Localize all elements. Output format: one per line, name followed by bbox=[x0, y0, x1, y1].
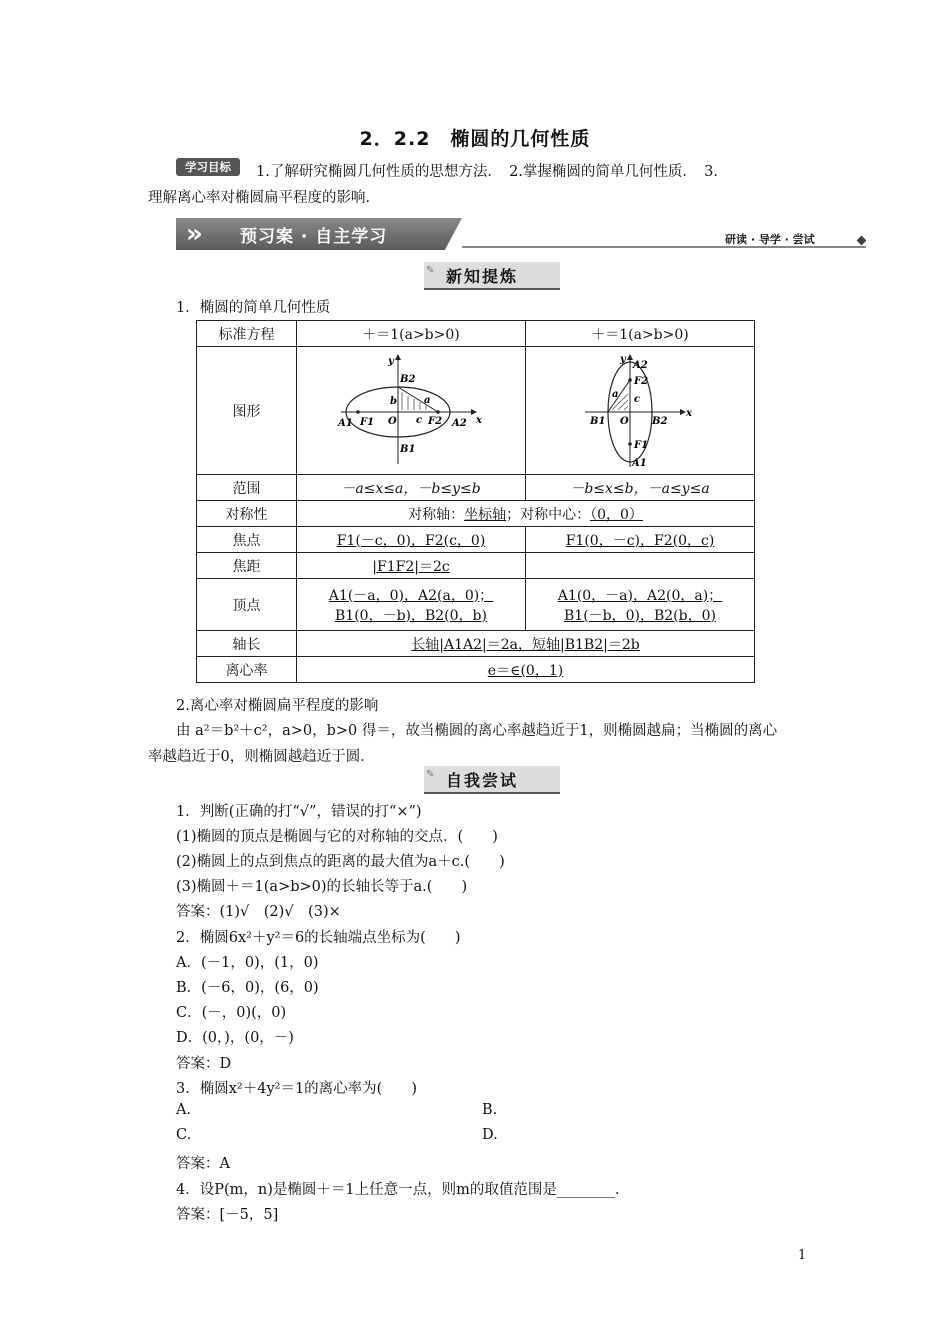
svg-text:A2: A2 bbox=[452, 417, 467, 429]
question-line: (2)椭圆上的点到焦点的距离的最大值为a＋c.( ) bbox=[176, 854, 505, 870]
svg-text:A2: A2 bbox=[633, 359, 648, 371]
question-line: 1．判断(正确的打“√”，错误的打“×”) bbox=[176, 804, 422, 820]
svg-text:B2: B2 bbox=[400, 373, 416, 385]
question-line: 2．椭圆6x²＋y²＝6的长轴端点坐标为( ) bbox=[176, 930, 461, 946]
cell-equation-vertical: ＋＝1(a>b>0) bbox=[526, 321, 755, 347]
cell-focal-label: 焦距 bbox=[197, 553, 297, 579]
goals-line-2: 理解离心率对椭圆扁平程度的影响． bbox=[148, 190, 380, 206]
cell-focus-horizontal: F1(－c，0)，F2(c，0) bbox=[297, 527, 526, 553]
cell-vertex-horizontal: A1(－a，0)，A2(a，0)； B1(0，－b)，B2(0，b) bbox=[297, 579, 526, 631]
svg-text:F2: F2 bbox=[634, 375, 649, 387]
section-heading-new-knowledge: ✎ 新知提炼 bbox=[424, 262, 560, 290]
item-2-title: 2.离心率对椭圆扁平程度的影响 bbox=[176, 698, 379, 714]
pencil-icon: ✎ bbox=[426, 265, 435, 276]
cell-focus-label: 焦点 bbox=[197, 527, 297, 553]
svg-text:y: y bbox=[388, 355, 394, 367]
option-line: A. bbox=[176, 1102, 192, 1118]
preview-banner: » 预习案 · 自主学习 bbox=[176, 218, 462, 250]
option-line: B．(－6，0)，(6，0) bbox=[176, 980, 319, 996]
section-heading-self-try: ✎ 自我尝试 bbox=[424, 766, 560, 794]
cell-eccentricity-label: 离心率 bbox=[197, 657, 297, 683]
cell-vertex-vertical: A1(0，－a)，A2(0，a)； B1(－b，0)，B2(b，0) bbox=[526, 579, 755, 631]
svg-text:a: a bbox=[612, 388, 619, 400]
answer-line: 答案：D bbox=[176, 1056, 232, 1072]
banner-right-label: 研读 · 导学 · 尝试 bbox=[725, 233, 815, 246]
question-line: 4．设P(m，n)是椭圆＋＝1上任意一点，则m的取值范围是________． bbox=[176, 1182, 630, 1198]
option-line: D. bbox=[482, 1127, 498, 1143]
goals-line-1: 1.了解研究椭圆几何性质的思想方法． 2.掌握椭圆的简单几何性质． 3. bbox=[256, 164, 719, 180]
cell-focal-empty bbox=[526, 553, 755, 579]
cell-axis-value: 长轴|A1A2|＝2a，短轴|B1B2|＝2b bbox=[297, 631, 755, 657]
svg-text:x: x bbox=[476, 414, 482, 426]
answer-line: 答案：(1)√ (2)√ (3)× bbox=[176, 904, 341, 920]
svg-text:F1: F1 bbox=[360, 416, 375, 428]
cell-range-label: 范围 bbox=[197, 475, 297, 501]
cell-axis-label: 轴长 bbox=[197, 631, 297, 657]
svg-text:B1: B1 bbox=[400, 443, 416, 455]
ellipse-properties-table bbox=[196, 320, 755, 683]
learning-goals-badge: 学习目标 bbox=[176, 158, 240, 176]
svg-text:O: O bbox=[388, 415, 397, 427]
svg-text:A1: A1 bbox=[632, 457, 647, 469]
answer-line: 答案：A bbox=[176, 1156, 230, 1172]
cell-header-label: 标准方程 bbox=[197, 321, 297, 347]
question-line: 3．椭圆x²＋4y²＝1的离心率为( ) bbox=[176, 1081, 417, 1097]
answer-line: 答案：[－5，5] bbox=[176, 1207, 279, 1223]
item-2-line-1: 由 a²＝b²＋c²，a>0，b>0 得＝，故当椭圆的离心率越趋近于1，则椭圆越扁；当椭圆的离心 bbox=[176, 723, 778, 739]
cell-equation-horizontal: ＋＝1(a>b>0) bbox=[297, 321, 526, 347]
option-line: C．(－，0)(，0) bbox=[176, 1005, 287, 1021]
cell-focal-value: |F1F2|＝2c bbox=[297, 553, 526, 579]
svg-text:O: O bbox=[620, 415, 629, 427]
option-line: C. bbox=[176, 1127, 192, 1143]
question-line: (1)椭圆的顶点是椭圆与它的对称轴的交点．( ) bbox=[176, 829, 498, 845]
page-title: 2．2.2 椭圆的几何性质 bbox=[359, 128, 591, 150]
cell-graph-label: 图形 bbox=[197, 347, 297, 475]
double-chevron-icon: » bbox=[186, 219, 203, 249]
option-line: B. bbox=[482, 1102, 498, 1118]
cell-focus-vertical: F1(0，－c)，F2(0，c) bbox=[526, 527, 755, 553]
svg-text:B1: B1 bbox=[590, 415, 606, 427]
page-number: 1 bbox=[798, 1248, 807, 1263]
question-line: (3)椭圆＋＝1(a>b>0)的长轴长等于a.( ) bbox=[176, 879, 468, 895]
svg-text:x: x bbox=[686, 407, 692, 419]
cell-range-vertical: －b≤x≤b，－a≤y≤a bbox=[526, 475, 755, 501]
cell-vertex-label: 顶点 bbox=[197, 579, 297, 631]
pencil-icon: ✎ bbox=[426, 769, 435, 780]
cell-symmetry-value: 对称轴：坐标轴；对称中心：（0，0） bbox=[297, 501, 755, 527]
graph-horizontal-ellipse bbox=[297, 347, 526, 475]
svg-text:a: a bbox=[424, 394, 431, 406]
svg-text:b: b bbox=[390, 395, 397, 407]
svg-text:F2: F2 bbox=[428, 415, 443, 427]
cell-eccentricity-value: e＝∈(0，1) bbox=[297, 657, 755, 683]
diamond-icon bbox=[857, 236, 867, 246]
svg-text:B2: B2 bbox=[652, 415, 668, 427]
svg-text:c: c bbox=[634, 393, 641, 405]
item-2-line-2: 率越趋近于0，则椭圆越趋近于圆． bbox=[148, 749, 375, 765]
svg-text:F1: F1 bbox=[634, 439, 649, 451]
cell-range-horizontal: －a≤x≤a，－b≤y≤b bbox=[297, 475, 526, 501]
svg-text:c: c bbox=[416, 414, 423, 426]
svg-text:A1: A1 bbox=[338, 417, 353, 429]
graph-vertical-ellipse bbox=[526, 347, 755, 475]
option-line: A．(－1，0)，(1，0) bbox=[176, 955, 319, 971]
item-1-title: 1．椭圆的简单几何性质 bbox=[176, 300, 331, 316]
cell-symmetry-label: 对称性 bbox=[197, 501, 297, 527]
svg-text:y: y bbox=[620, 353, 626, 365]
option-line: D．(0，)，(0，－) bbox=[176, 1030, 294, 1046]
